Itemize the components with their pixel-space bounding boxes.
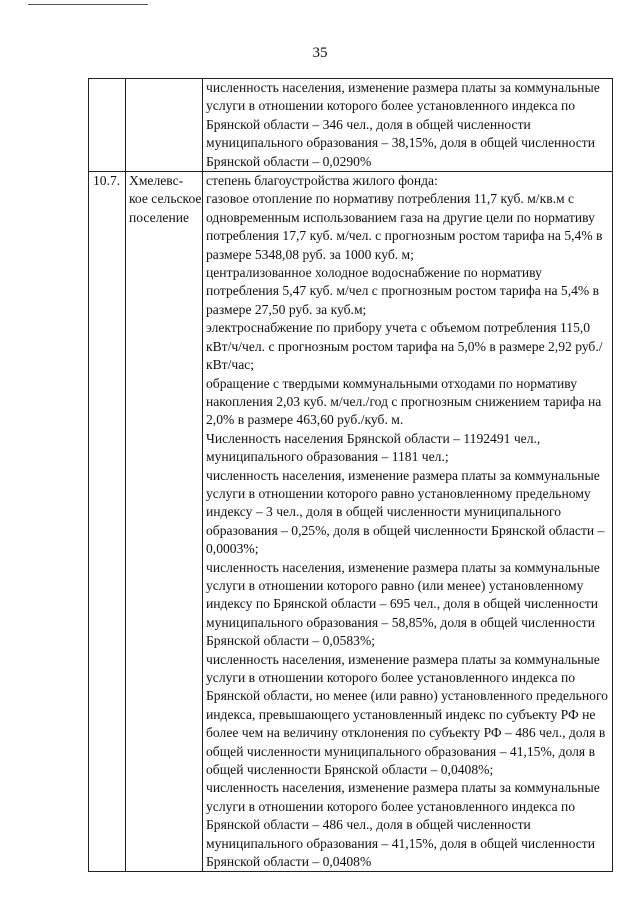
data-table — [88, 78, 613, 872]
description-paragraph: численность населения, изменение размера платы за коммунальные услуги в отношении которого равно (или менее) установленному индексу по Брянской области – 695 чел., доля в общей численности муниципального образования – 58,85%, доля в общей численности Брянской области – 0,0583%; — [206, 559, 600, 649]
description-cell — [203, 79, 613, 172]
description-cell — [203, 172, 613, 872]
municipality-name-cell: Хмелевс-кое сельское поселение — [126, 172, 203, 872]
header-rule — [28, 4, 148, 5]
table-row-10-7 — [89, 172, 613, 872]
row-number-cell — [89, 79, 126, 172]
page-number: 35 — [312, 45, 328, 61]
description-paragraph: численность населения, изменение размера платы за коммунальные услуги в отношении которого равно установленному предельному индексу – 3 чел., доля в общей численности муниципального образования – 0,25%, доля в общей численности Брянской области – 0,0003%; — [206, 467, 605, 557]
description-paragraph: Численность населения Брянской области – 1192491 чел., муниципального образования – 1181 чел.; — [206, 430, 541, 465]
description-paragraph: газовое отопление по нормативу потребления 11,7 куб. м/кв.м с одновременным использованием газа на другие цели по нормативу потребления 17,7 куб. м/чел. с прогнозным ростом тарифа на 5,4% в размере 5348,08 руб. за 1000 куб. м; — [206, 191, 603, 262]
description-paragraph: степень благоустройства жилого фонда: — [206, 173, 438, 189]
description-paragraph: электроснабжение по прибору учета с объемом потребления 115,0 кВт/ч/чел. с прогнозным ростом тарифа на 5,0% в размере 2,92 руб./кВт/час; — [206, 320, 603, 373]
table-row-continuation — [89, 79, 613, 172]
description-paragraph: централизованное холодное водоснабжение по нормативу потребления 5,47 куб. м/чел с прогнозным ростом тарифа на 5,4% в размере 27,50 руб. за куб.м; — [206, 265, 600, 317]
description-paragraph: численность населения, изменение размера платы за коммунальные услуги в отношении которого более установленного индекса по Брянской области, но менее (или равно) установленного предельного индекса, превышающего установленный индекс по субъекту РФ не более чем на величину отклонения по субъекту РФ – 486 чел., доля в общей численности муниципального образования – 41,15%, доля в общей численности Брянской области – 0,0408%; — [206, 651, 608, 778]
row-number-cell: 10.7. — [89, 172, 126, 872]
description-paragraph: численность населения, изменение размера платы за коммунальные услуги в отношении которого более установленного индекса по Брянской области – 346 чел., доля в общей численности муниципального образования – 38,15%, доля в общей численности Брянской области – 0,0290% — [206, 80, 600, 169]
description-paragraph: обращение с твердыми коммунальными отходами по нормативу накопления 2,03 куб. м/чел./год с прогнозным снижением тарифа на 2,0% в размере 463,60 руб./куб. м. — [206, 375, 602, 428]
municipality-name-cell — [126, 79, 203, 172]
description-paragraph: численность населения, изменение размера платы за коммунальные услуги в отношении которого более установленного индекса по Брянской области – 486 чел., доля в общей численности муниципального образования – 41,15%, доля в общей численности Брянской области – 0,0408% — [206, 780, 600, 870]
